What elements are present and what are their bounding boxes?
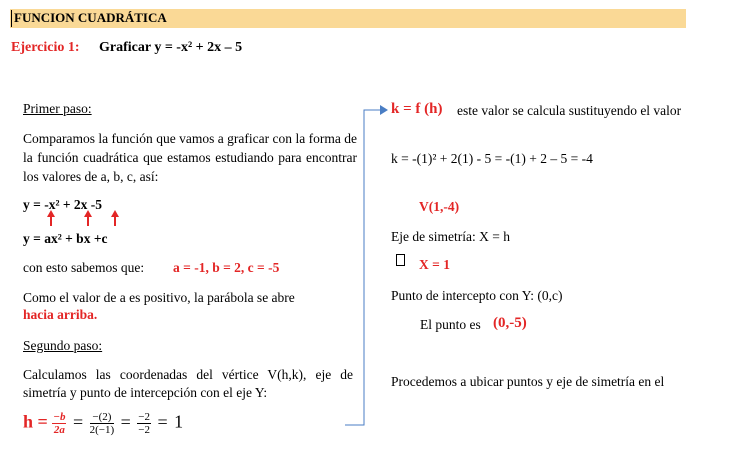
step2-paragraph: Calculamos las coordenadas del vértice V(h,k), eje de simetría y punto de intercepción con el eje Y: bbox=[23, 367, 353, 400]
k-calculation: k = -(1)² + 2(1) - 5 = -(1) + 2 – 5 = -4 bbox=[391, 151, 593, 166]
intercept-point: (0,-5) bbox=[493, 315, 527, 331]
connector-arrow-icon bbox=[340, 100, 390, 430]
opens-upward: hacia arriba. bbox=[23, 307, 98, 322]
k-label: k = f (h) bbox=[391, 101, 443, 117]
h-fraction-2 bbox=[90, 411, 115, 436]
h-frac1-den: 2a bbox=[53, 424, 65, 436]
h-label: h = bbox=[23, 411, 48, 432]
equals-sign: = bbox=[157, 411, 168, 432]
equation-general: y = ax² + bx +c bbox=[23, 231, 108, 246]
exercise-statement: Graficar y = -x² + 2x – 5 bbox=[99, 40, 243, 55]
axis-symmetry-value: X = 1 bbox=[419, 257, 450, 272]
equals-sign: = bbox=[72, 411, 84, 432]
document-title: FUNCION CUADRÁTICA bbox=[14, 10, 167, 25]
equation-given: y = -x² + 2x -5 bbox=[23, 197, 103, 212]
step1-title: Primer paso: bbox=[23, 101, 92, 116]
intercept-label: Punto de intercepto con Y: (0,c) bbox=[391, 288, 563, 303]
arrow-a-stem bbox=[50, 216, 52, 226]
bullet-icon bbox=[396, 254, 405, 266]
step1-paragraph: Comparamos la función que vamos a graficar con la forma de la función cuadrática que estamos estudiando para encontrar los valores de a, b, c, así: bbox=[23, 131, 357, 184]
k-description: este valor se calcula sustituyendo el valor bbox=[457, 103, 682, 118]
vertex-value: V(1,-4) bbox=[419, 199, 460, 214]
exercise-label: Ejercicio 1: bbox=[11, 40, 80, 55]
h-frac3-num: −2 bbox=[138, 411, 151, 423]
h-frac3-den: −2 bbox=[138, 424, 151, 436]
h-frac1-num: −b bbox=[53, 411, 66, 423]
positive-statement: Como el valor de a es positivo, la parábola se abre bbox=[23, 290, 295, 305]
point-prefix: El punto es bbox=[420, 317, 481, 332]
h-frac2-den: 2(−1) bbox=[89, 424, 115, 436]
step2-title: Segundo paso: bbox=[23, 338, 103, 353]
plot-instruction: Procedemos a ubicar puntos y eje de simetría en el bbox=[391, 374, 665, 389]
text-cursor bbox=[11, 10, 12, 27]
h-result: 1 bbox=[174, 411, 184, 432]
arrow-c-stem bbox=[114, 216, 116, 226]
equals-sign: = bbox=[120, 411, 131, 432]
h-formula bbox=[23, 411, 183, 436]
axis-symmetry-label: Eje de simetría: X = h bbox=[391, 229, 510, 244]
h-fraction-3 bbox=[137, 411, 151, 436]
arrow-b-stem bbox=[87, 216, 89, 226]
coefficient-values: a = -1, b = 2, c = -5 bbox=[173, 260, 280, 275]
h-fraction-1 bbox=[52, 411, 66, 436]
values-prefix: con esto sabemos que: bbox=[23, 260, 145, 275]
h-frac2-num: −(2) bbox=[90, 411, 115, 424]
